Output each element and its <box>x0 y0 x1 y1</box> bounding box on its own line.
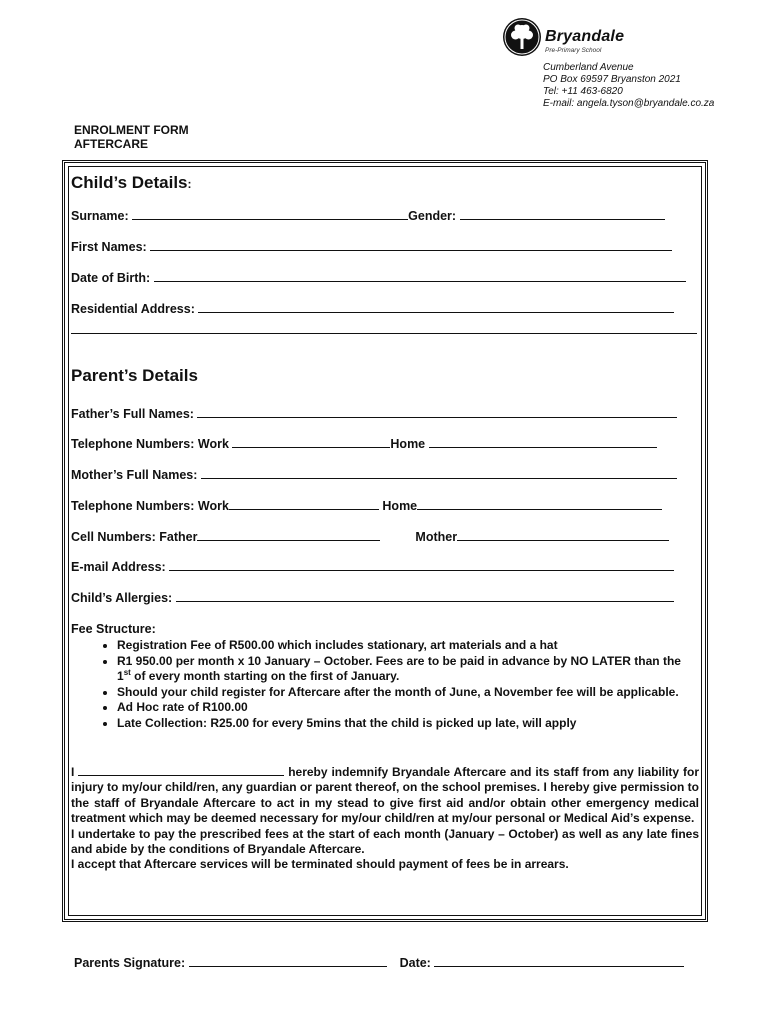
form-title-line2: AFTERCARE <box>74 137 148 151</box>
form-title <box>74 123 189 151</box>
address-email: E-mail: angela.tyson@bryandale.co.za <box>543 98 715 109</box>
dob-field[interactable] <box>154 270 686 282</box>
surname-field[interactable] <box>132 208 408 220</box>
fees-undertaking: I undertake to pay the prescribed fees at the start of each month (January – October) as well as any late fines and abide by the conditions of Bryandale Aftercare. <box>71 826 699 857</box>
signature-label: Parents Signature: <box>74 956 186 970</box>
parent-details-heading: Parent’s Details <box>71 366 198 385</box>
cell-father-field[interactable] <box>197 529 380 541</box>
allergies-label: Child’s Allergies: <box>71 591 173 605</box>
work-label: Work <box>197 437 229 451</box>
address-row <box>71 301 674 316</box>
fee-item: • Late Collection: R25.00 for every 5mins that the child is picked up late, will apply <box>117 716 697 732</box>
home-label: Home <box>382 499 418 513</box>
mother-home-phone-field[interactable] <box>417 498 662 510</box>
surname-row <box>71 208 665 223</box>
residential-address-field[interactable] <box>198 301 674 313</box>
first-names-row <box>71 239 672 254</box>
telephone-label: Telephone Numbers: <box>71 437 195 451</box>
cell-mother-label: Mother <box>415 530 458 544</box>
father-field[interactable] <box>197 406 677 418</box>
mother-row <box>71 467 677 482</box>
form-title-line1: ENROLMENT FORM <box>74 123 189 137</box>
address-line: Cumberland Avenue <box>543 62 634 73</box>
school-logo <box>503 18 663 58</box>
fee-structure-heading: Fee Structure: <box>71 622 156 636</box>
father-work-phone-field[interactable] <box>232 436 390 448</box>
mother-label: Mother’s Full Names: <box>71 468 198 482</box>
email-row <box>71 559 674 574</box>
father-row <box>71 406 677 421</box>
cell-label: Cell Numbers: <box>71 530 156 544</box>
termination-notice: I accept that Aftercare services will be terminated should payment of fees be in arrears. <box>71 857 569 872</box>
father-telephone-row <box>71 436 657 451</box>
address-line: PO Box 69597 Bryanston 2021 <box>543 74 681 85</box>
address-line: Tel: +11 463-6820 <box>543 86 623 97</box>
telephone-label: Telephone Numbers: <box>71 499 195 513</box>
dob-label: Date of Birth: <box>71 271 151 285</box>
cell-mother-field[interactable] <box>457 529 669 541</box>
gender-label: Gender: <box>408 209 457 223</box>
first-names-label: First Names: <box>71 240 147 254</box>
allergies-field[interactable] <box>176 590 674 602</box>
cell-row <box>71 529 669 544</box>
surname-label: Surname: <box>71 209 129 223</box>
child-details-heading: Child’s Details: <box>71 173 192 192</box>
school-subtitle: Pre-Primary School <box>545 47 602 54</box>
date-label: Date: <box>399 956 431 970</box>
mother-telephone-row <box>71 498 662 513</box>
residential-address-field-line2[interactable] <box>71 333 697 334</box>
fee-list <box>71 638 697 731</box>
dob-row <box>71 270 686 285</box>
work-label: Work <box>197 499 229 513</box>
indemnity-paragraph: I hereby indemnify Bryandale Aftercare and its staff from any liability for injury to my/our child/ren, any guardian or parent thereof, on the school premises. I hereby give permission to the staff of Bryandale Aftercare to act in my stead to give first aid and/or obtain other emergency medical treatment which may be deemed necessary for my/our child/ren at my/our personal or Medical Aid’s expense. <box>71 765 699 826</box>
email-field[interactable] <box>169 559 674 571</box>
mother-field[interactable] <box>201 467 677 479</box>
first-names-field[interactable] <box>150 239 672 251</box>
date-field[interactable] <box>434 955 684 967</box>
school-address <box>543 62 714 110</box>
home-label: Home <box>390 437 426 451</box>
tree-logo-icon <box>503 18 541 56</box>
fee-item: • R1 950.00 per month x 10 January – October. Fees are to be paid in advance by NO LATER than the 1st of every month starting on the first of January. <box>117 654 697 685</box>
indemnifier-name-field[interactable] <box>78 764 284 776</box>
mother-work-phone-field[interactable] <box>229 498 379 510</box>
father-label: Father’s Full Names: <box>71 407 194 421</box>
signature-field[interactable] <box>189 955 387 967</box>
father-home-phone-field[interactable] <box>429 436 657 448</box>
allergies-row <box>71 590 674 605</box>
gender-field[interactable] <box>460 208 665 220</box>
fee-item: • Should your child register for Aftercare after the month of June, a November fee will be applicable. <box>117 685 697 701</box>
indemnity-text <box>71 764 699 873</box>
signature-row <box>74 955 684 970</box>
residential-address-label: Residential Address: <box>71 302 195 316</box>
fee-item: • Ad Hoc rate of R100.00 <box>117 700 697 716</box>
school-name: Bryandale <box>545 28 625 45</box>
email-label: E-mail Address: <box>71 560 166 574</box>
cell-father-label: Father <box>159 530 198 544</box>
fee-item: • Registration Fee of R500.00 which includes stationary, art materials and a hat <box>117 638 697 654</box>
